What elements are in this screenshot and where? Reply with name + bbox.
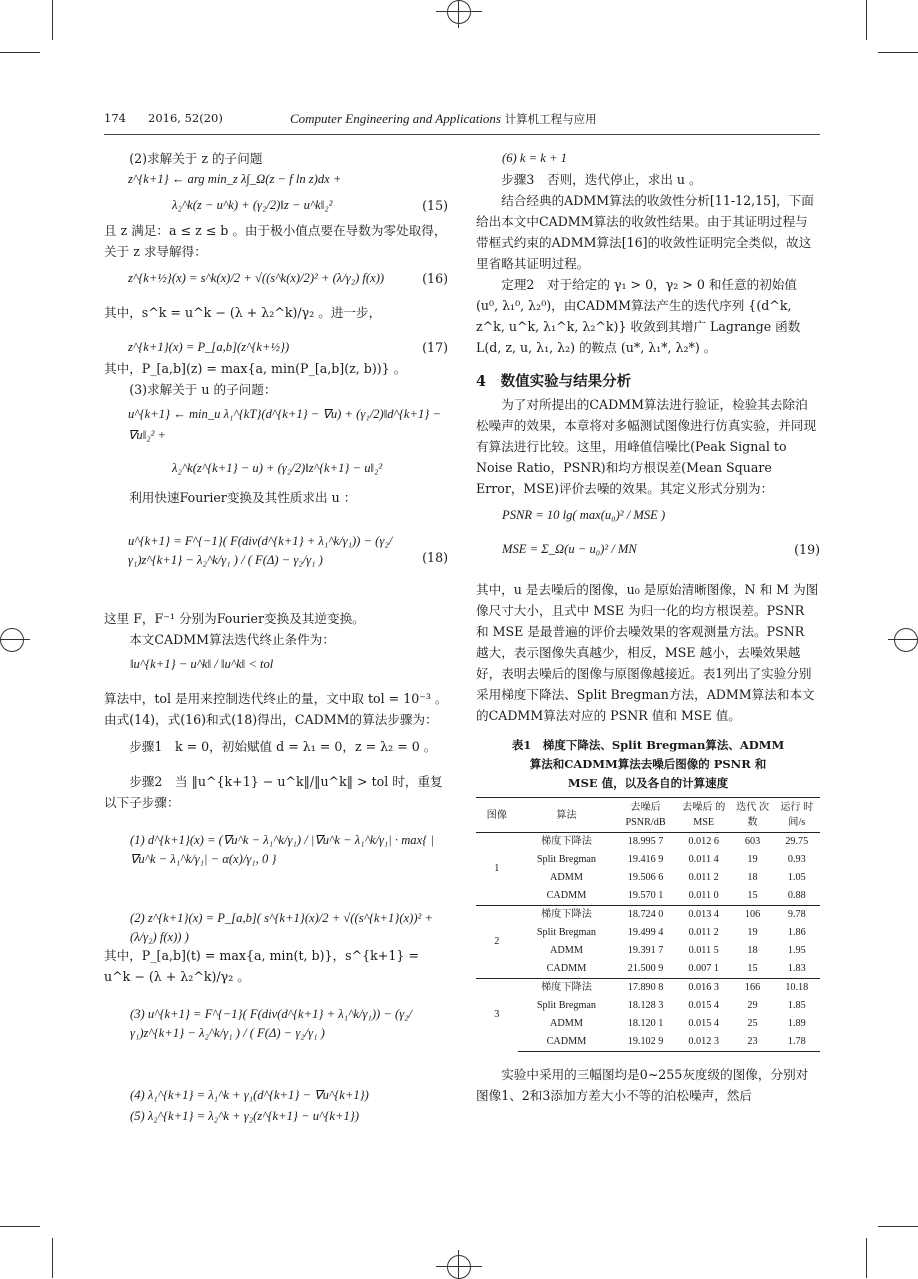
substep4 [104,1085,448,1106]
eq16 [104,268,448,296]
para-convergence: 结合经典的ADMM算法的收敛性分析[11-12,15]，下面给出本文中CADMM算法的收敛性结果。由于其证明过程与带框式约束的ADMM算法[16]的收敛性证明完全类似，故这里省略其证明过程。 [476,193,814,271]
para-final: 实验中采用的三幅图均是0~255灰度级的图像，分别对图像1、2和3添加方差大小不等的泊松噪声，然后 [476,1067,809,1103]
eq17-number: (17) [422,340,448,355]
table-row [476,924,820,942]
table-cell: 0.012 6 [688,836,719,847]
substep3-body: (3) u^{k+1} = F^{−1}( F(div(d^{k+1} + λ₁^k/γ₁)) − (γ₂/γ₁)z^{k+1} − λ₂^k/γ₁ ) / ( F(Δ) − γ₂/γ₁ ) [130,1007,413,1040]
table-cell: 29.75 [785,836,809,847]
eq-z-line1: z^{k+1} ← arg min_z λ∫_Ω(z − f ln z)dx + [128,172,342,186]
table-cell: ADMM [550,945,583,956]
table-row [476,942,820,960]
eq17 [104,337,448,358]
eq17-body: z^{k+1}(x) = P_[a,b](z^{k+½}) [128,340,290,354]
eq-z-line2: λ₂^k(z − u^k) + (γ₂/2)‖z − u^k‖₂² [172,198,333,212]
eq19-number: (19) [794,542,820,557]
table-cell: 19.102 9 [615,1033,676,1052]
substep2-body: (2) z^{k+1}(x) = P_[a,b]( s^{k+1}(x)/2 + √((s^{k+1}(x))² + (λ/γ₂) f(x)) ) [130,911,433,944]
table-cell: 15 [747,963,758,974]
eq-u-subproblem [104,404,448,479]
table-row [476,833,820,852]
journal-title-en: Computer Engineering and Applications [290,111,501,126]
eq18-body: u^{k+1} = F^{−1}( F(div(d^{k+1} + λ₁^k/γ₁)) − (γ₂/γ₁)z^{k+1} − λ₂^k/γ₁ ) / ( F(Δ) − γ₂/γ₁ ) [128,534,393,567]
eq15-number: (15) [422,198,448,213]
para-after-19: 其中，u 是去噪后的图像，u₀ 是原始清晰图像，N 和 M 为图像尺寸大小，且式中 MSE 为归一化的均方根误差。PSNR 和 MSE 是最普遍的评价去噪效果的客观测量方法。PSNR 越大，表示图像失真越少，相反，MSE 越小，去噪效果越好，表明去噪后的图像与原图像越接近。表1列出了实验分别采用梯度下降法、Split Bregman方法，ADMM算法和本文的CADMM算法对应的 PSNR 值和 MSE 值。 [476,582,819,723]
substep1 [104,831,448,895]
eq-stop-criterion [104,654,448,688]
table-cell: Split Bregman [536,927,597,938]
table-cell: 18 [747,872,758,883]
table-cell: 0.93 [787,854,806,865]
table-cell: 18.724 0 [615,906,676,925]
table-cell: 17.890 8 [615,979,676,998]
crop-mark-tl-v [52,0,53,40]
table-cell: 0.88 [787,890,806,901]
table-cell: 18.995 7 [627,836,664,847]
section-4-heading: 4 数值实验与结果分析 [476,373,632,390]
eq-psnr-body: PSNR = 10 lg( max(u₀)² / MSE ) [502,508,666,522]
table-1-caption [476,736,820,793]
table-row [476,1015,820,1033]
para-section-4: 为了对所提出的CADMM算法进行验证，检验其去除泊松噪声的效果，本章将对多幅测试图像进行仿真实验，并同现有算法进行比较。这里，用峰值信噪比(Peak Signal to Noise Ratio，PSNR)和均方根误差(Mean Square Error，MSE)评价去噪的效果。其定义形式分别为： [476,397,817,496]
table-body [476,833,820,1052]
table-cell: 18.120 1 [627,1018,664,1029]
left-column [104,148,448,1127]
table-cell: 19.506 6 [627,872,664,883]
para-stop-condition: 本文CADMM算法迭代终止条件为： [129,632,335,647]
th-iterations: 迭代 次数 [731,798,773,833]
table-cell: 0.011 4 [688,854,719,865]
table-cell: 1.89 [787,1018,806,1029]
table-cell: 1.95 [787,945,806,956]
substep2 [104,909,448,944]
theorem-2: 定理2 对于给定的 γ₁ > 0，γ₂ > 0 和任意的初始值 (u⁰, λ₁⁰, λ₂⁰)，由CADMM算法产生的迭代序列 {(d^k, z^k, u^k, λ₁^k, λ₂^k)} 收敛到其增广 Lagrange 函数 L(d, z, u, λ₁, λ₂) 的鞍点 (u*, λ₁*, λ₂*) 。 [476,277,801,355]
table-cell: 19.391 7 [627,945,664,956]
registration-mark-top-h [436,11,482,12]
crop-mark-bl-h [0,1226,40,1227]
table-cell: CADMM [546,963,587,974]
table-cell: 0.011 5 [688,945,719,956]
substep4-body: (4) λ₁^{k+1} = λ₁^k + γ₁(d^{k+1} − ∇u^{k+1}) [130,1088,369,1102]
registration-mark-bottom-h [436,1266,482,1267]
volume-issue: 2016, 52(20) [148,111,223,125]
eq16-body: z^{k+½}(x) = s^k(x)/2 + √((s^k(x)/2)² + (λ/γ₂) f(x)) [128,271,385,285]
step3: 步骤3 否则，迭代停止，求出 u 。 [501,172,702,187]
table-cell: Split Bregman [536,854,597,865]
table-cell: 18 [747,945,758,956]
table-cell-image: 3 [476,979,518,1052]
journal-title-cn: 计算机工程与应用 [504,112,597,126]
eq-stop-body: ‖u^{k+1} − u^k‖ / ‖u^k‖ < tol [130,657,274,671]
th-psnr: 去噪后 PSNR/dB [615,798,676,833]
table-cell-image: 1 [494,863,500,874]
registration-mark-left-h [0,639,30,640]
table-cell: 15 [747,890,758,901]
table-row [476,979,820,998]
table-cell: 0.011 2 [688,927,719,938]
table-caption-line2: 算法和CADMM算法去噪后图像的 PSNR 和 [529,757,767,771]
table-cell: 21.500 9 [627,963,664,974]
sub2-title: (2)求解关于 z 的子问题 [129,151,263,166]
table-cell: 19.570 1 [627,890,664,901]
crop-mark-br-h [878,1226,918,1227]
registration-mark-bottom-v [458,1250,459,1278]
table-cell: 19 [747,927,758,938]
registration-mark-right-h [888,639,918,640]
step1: 步骤1 k = 0，初始赋值 d = λ₁ = 0，z = λ₂ = 0 。 [129,739,437,754]
registration-mark-left [0,628,24,652]
substep6 [476,148,820,169]
table-cell: 0.012 3 [676,1033,732,1052]
substep1-body: (1) d^{k+1}(x) = (∇u^k − λ₁^k/γ₁) / |∇u^k − λ₁^k/γ₁| · max{ |∇u^k − λ₁^k/γ₁| − α(x)/γ₁, 0 } [130,833,434,866]
crop-mark-tr-h [878,52,918,53]
eq18-number: (18) [422,550,448,565]
table-caption-line3: MSE 值，以及各自的计算速度 [567,776,729,790]
table-cell: 0.011 2 [688,872,719,883]
page-number: 174 [104,111,126,125]
eq-psnr [476,505,820,535]
substep5 [104,1106,448,1127]
substep3 [104,1005,448,1075]
registration-mark-bottom [447,1255,471,1279]
crop-mark-bl-v [52,1238,53,1278]
table-cell: 1.05 [787,872,806,883]
eq18 [104,518,448,602]
table-cell: 梯度下降法 [518,979,616,998]
table-cell: 10.18 [774,979,820,998]
th-algorithm: 算法 [518,798,616,833]
table-cell: 1.86 [787,927,806,938]
table-cell: 梯度下降法 [518,906,616,925]
para-after-18: 这里 F，F⁻¹ 分别为Fourier变换及其逆变换。 [104,611,365,626]
table-cell: CADMM [546,890,587,901]
eq-u-line2: λ₂^k(z^{k+1} − u) + (γ₂/2)‖z^{k+1} − u‖₂² [172,461,383,475]
table-cell: 19.499 4 [627,927,664,938]
table-row [476,851,820,869]
registration-mark-top-v [458,0,459,28]
table-cell: 0.016 3 [676,979,732,998]
eq-z-subproblem [104,169,448,216]
table-cell-image: 2 [476,906,518,979]
table-row [476,1033,820,1052]
table-cell: 梯度下降法 [541,836,592,847]
eq-mse-body: MSE = Σ_Ω(u − u₀)² / MN [502,542,637,556]
table-row [476,887,820,906]
table-cell: 0.011 0 [688,890,719,901]
table-cell: 9.78 [774,906,820,925]
table-cell: 603 [744,836,761,847]
step2: 步骤2 当 ‖u^{k+1} − u^k‖/‖u^k‖ > tol 时，重复以下子步骤： [104,774,443,810]
para-after-16: 其中，s^k = u^k − (λ + λ₂^k)/γ₂ 。进一步， [104,305,382,320]
table-cell: Split Bregman [536,1000,597,1011]
table-cell: 0.007 1 [688,963,719,974]
para-after-15: 且 z 满足：a ≤ z ≤ b 。由于极小值点要在导数为零处取得，关于 z 求导解得： [104,223,447,259]
table-caption-line1: 表1 梯度下降法、Split Bregman算法、ADMM [511,738,785,752]
table-cell: 25 [747,1018,758,1029]
eq-u-line1: u^{k+1} ← min_u λ₁^{kT}(d^{k+1} − ∇u) + (γ₁/2)‖d^{k+1} − ∇u‖₂² + [128,407,441,442]
th-image: 图像 [476,798,518,833]
table-cell: 23 [731,1033,773,1052]
para-substep2-note: 其中，P_[a,b](t) = max{a, min(t, b)}，s^{k+1} = u^k − (λ + λ₂^k)/γ₂ 。 [104,948,419,984]
table-row [476,960,820,979]
table-cell: 29 [747,1000,758,1011]
sub3-title: (3)求解关于 u 的子问题： [129,382,277,397]
table-cell: 19.416 9 [627,854,664,865]
th-mse: 去噪后 的 MSE [676,798,732,833]
table-cell: 1.85 [787,1000,806,1011]
crop-mark-tr-v [866,0,867,40]
table-cell: 166 [731,979,773,998]
table-cell: 0.015 4 [688,1018,719,1029]
table-cell: 0.015 4 [688,1000,719,1011]
table-cell: 0.013 4 [676,906,732,925]
table-row [476,906,820,925]
table-cell: 1.83 [787,963,806,974]
para-after-17: 其中，P_[a,b](z) = max{a, min(P_[a,b](z, b))} 。 [104,361,407,376]
table-row [476,997,820,1015]
table-cell: 1.78 [774,1033,820,1052]
substep6-body: (6) k = k + 1 [502,151,567,165]
table-cell: ADMM [550,1018,583,1029]
registration-mark-top [447,0,471,24]
para-fourier: 利用快速Fourier变换及其性质求出 u ： [129,490,357,505]
results-table [476,797,820,1052]
journal-title [290,111,597,127]
eq-mse [476,539,820,579]
substep5-body: (5) λ₂^{k+1} = λ₂^k + γ₂(z^{k+1} − u^{k+1}) [130,1109,360,1123]
table-cell: ADMM [550,872,583,883]
table-row [476,869,820,887]
registration-mark-right [894,628,918,652]
eq16-number: (16) [422,271,448,286]
table-cell: 18.128 3 [627,1000,664,1011]
table-cell: CADMM [518,1033,616,1052]
right-column [476,148,820,1106]
table-cell: 106 [731,906,773,925]
table-header-row [476,798,820,833]
para-tol: 算法中，tol 是用来控制迭代终止的量，文中取 tol = 10⁻³ 。由式(14)，式(16)和式(18)得出，CADMM的算法步骤为： [104,691,448,727]
table-cell: 19 [747,854,758,865]
crop-mark-tl-h [0,52,40,53]
crop-mark-br-v [866,1238,867,1278]
th-runtime: 运行 时间/s [774,798,820,833]
header-rule [104,134,820,135]
